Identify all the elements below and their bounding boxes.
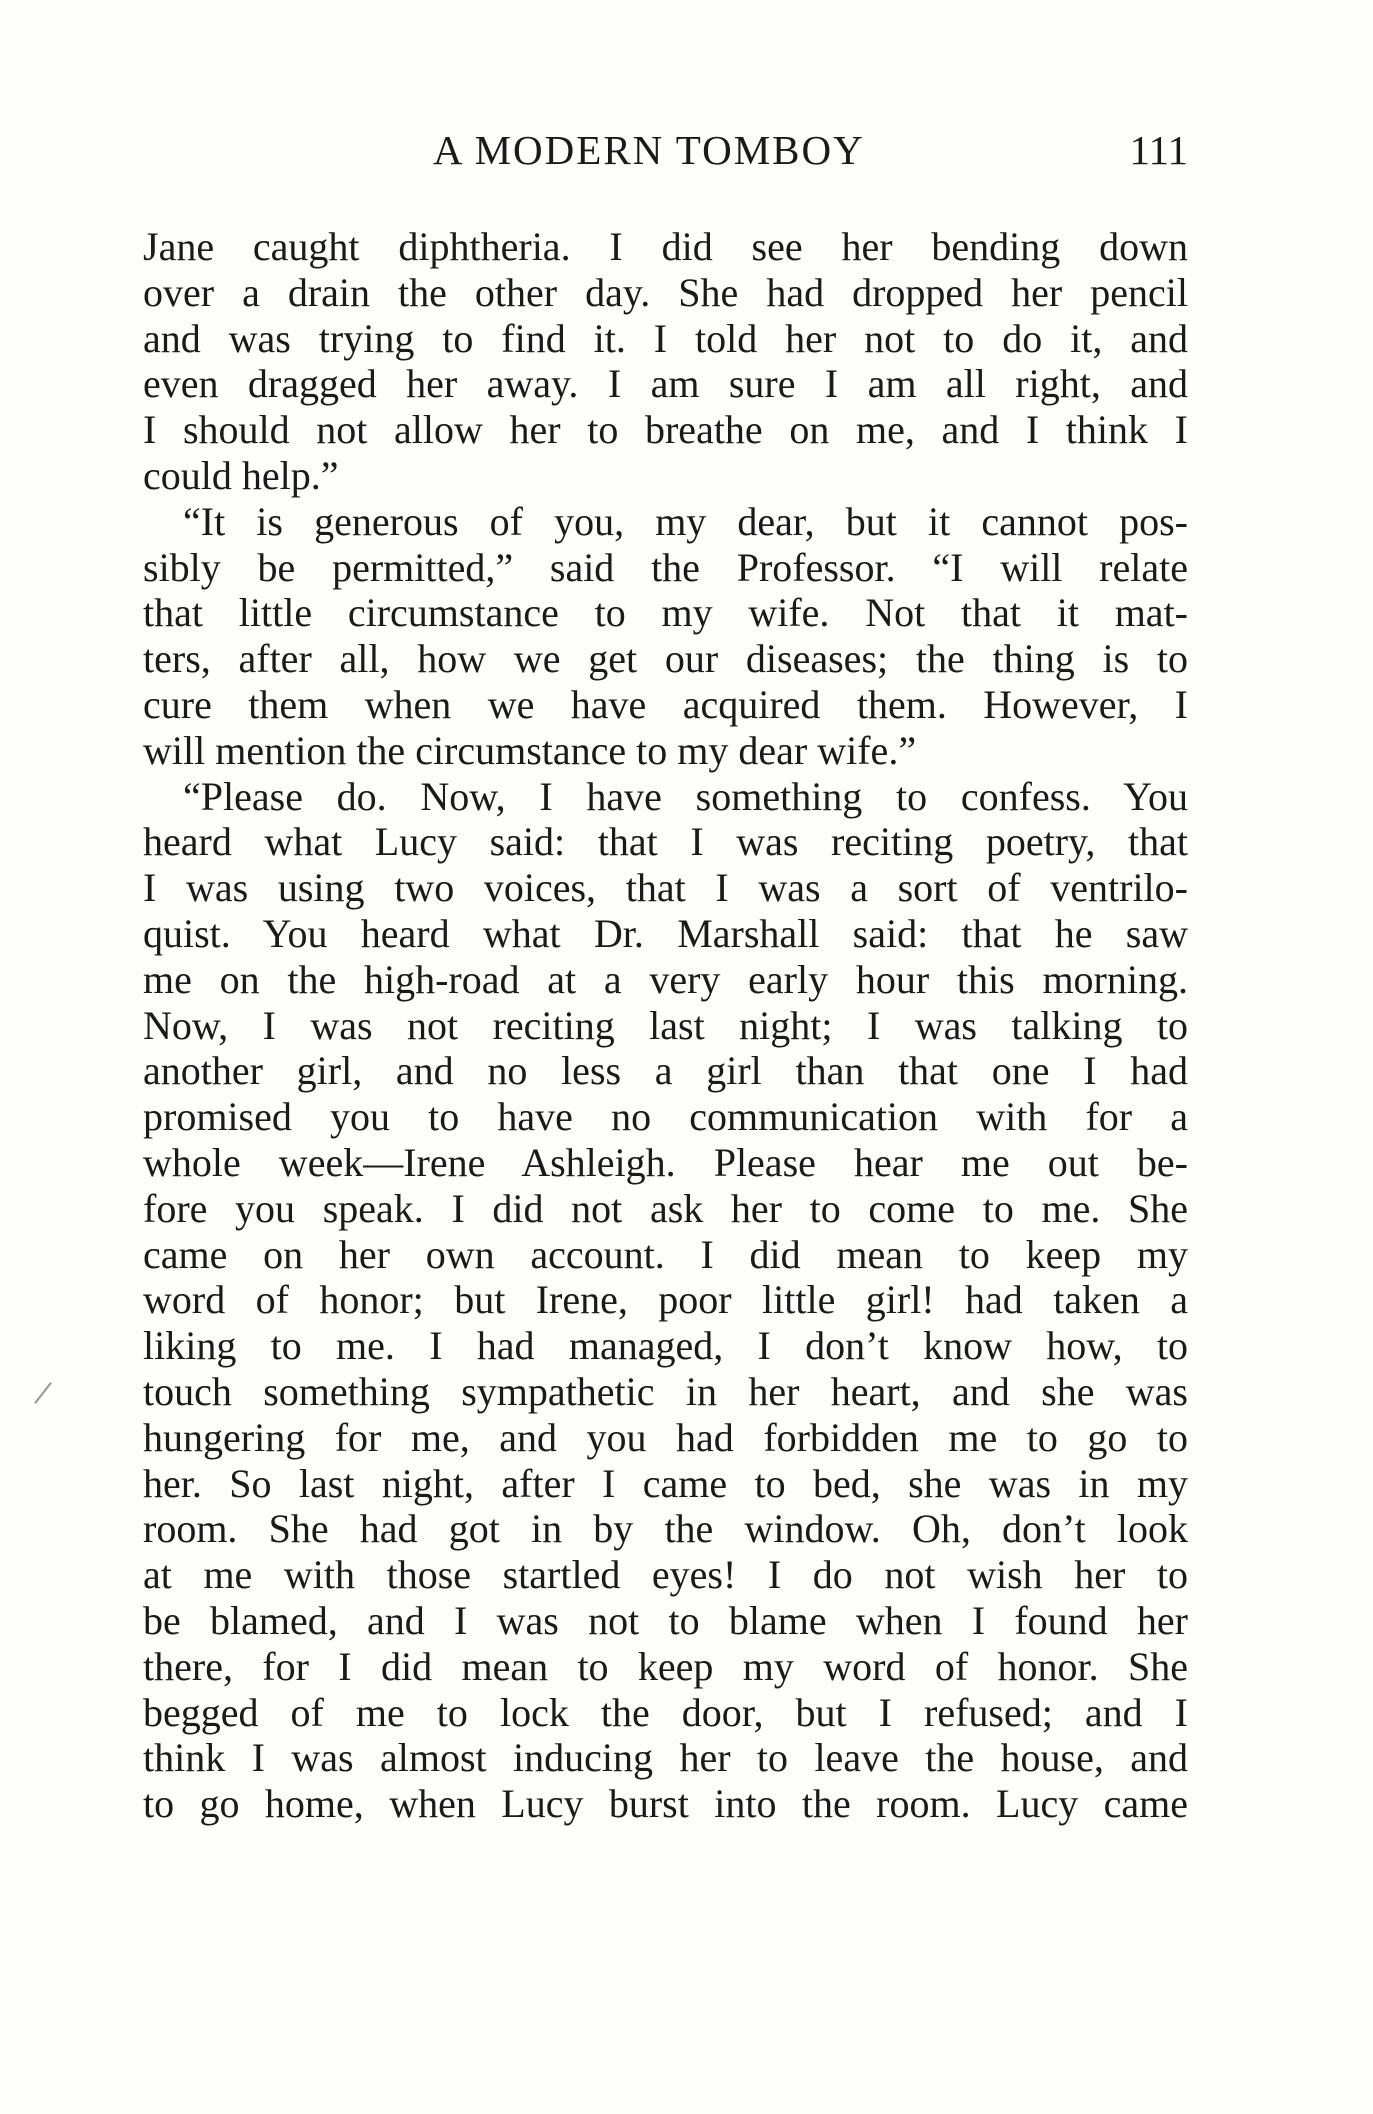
- text-line: room. She had got in by the window. Oh, don’t look: [143, 1506, 1188, 1552]
- text-line: word of honor; but Irene, poor little girl! had taken a: [143, 1277, 1188, 1323]
- margin-pencil-mark: [34, 1382, 52, 1404]
- text-line: touch something sympathetic in her heart, and she was: [143, 1368, 1188, 1414]
- text-line: over a drain the other day. She had dropped her pencil: [143, 269, 1188, 315]
- text-line: her. So last night, after I came to bed, she was in my: [143, 1460, 1188, 1506]
- text-line: Jane caught diphtheria. I did see her bending down: [143, 224, 1188, 269]
- text-line: I was using two voices, that I was a sort of ventrilo-: [143, 865, 1188, 911]
- page-number: 111: [1129, 127, 1188, 173]
- text-line: even dragged her away. I am sure I am all right, and: [143, 361, 1188, 407]
- body-text: [143, 224, 1188, 1827]
- page-header: [143, 122, 1188, 178]
- text-line: me on the high-road at a very early hour this morning.: [143, 956, 1188, 1002]
- text-line: heard what Lucy said: that I was reciting poetry, that: [143, 819, 1188, 865]
- text-line: begged of me to lock the door, but I refused; and I: [143, 1689, 1188, 1735]
- text-line: hungering for me, and you had forbidden me to go to: [143, 1414, 1188, 1460]
- text-line: that little circumstance to my wife. Not that it mat-: [143, 590, 1188, 636]
- text-line: could help.”: [143, 452, 339, 498]
- text-line: I should not allow her to breathe on me, and I think I: [143, 407, 1188, 453]
- text-line: promised you to have no communication with for a: [143, 1094, 1188, 1140]
- text-line: cure them when we have acquired them. However, I: [143, 681, 1188, 727]
- text-line: “Please do. Now, I have something to confess. You: [183, 773, 1188, 819]
- text-line: there, for I did mean to keep my word of honor. She: [143, 1643, 1188, 1689]
- running-title: A MODERN TOMBOY: [433, 127, 865, 173]
- text-line: Now, I was not reciting last night; I was talking to: [143, 1002, 1188, 1048]
- text-line: at me with those startled eyes! I do not wish her to: [143, 1552, 1188, 1598]
- text-line: quist. You heard what Dr. Marshall said: that he saw: [143, 910, 1188, 956]
- text-line: fore you speak. I did not ask her to come to me. She: [143, 1185, 1188, 1231]
- text-line: think I was almost inducing her to leave the house, and: [143, 1735, 1188, 1781]
- text-line: ters, after all, how we get our diseases; the thing is to: [143, 636, 1188, 682]
- text-line: “It is generous of you, my dear, but it cannot pos-: [183, 498, 1188, 544]
- text-line: came on her own account. I did mean to keep my: [143, 1231, 1188, 1277]
- text-line: liking to me. I had managed, I don’t know how, to: [143, 1323, 1188, 1369]
- text-line: and was trying to find it. I told her not to do it, and: [143, 315, 1188, 361]
- text-line: to go home, when Lucy burst into the room. Lucy came: [143, 1781, 1188, 1827]
- text-line: another girl, and no less a girl than that one I had: [143, 1048, 1188, 1094]
- text-line: whole week—Irene Ashleigh. Please hear me out be-: [143, 1139, 1188, 1185]
- text-line: be blamed, and I was not to blame when I found her: [143, 1597, 1188, 1643]
- text-line: sibly be permitted,” said the Professor. “I will relate: [143, 544, 1188, 590]
- text-line: will mention the circumstance to my dear wife.”: [143, 727, 917, 773]
